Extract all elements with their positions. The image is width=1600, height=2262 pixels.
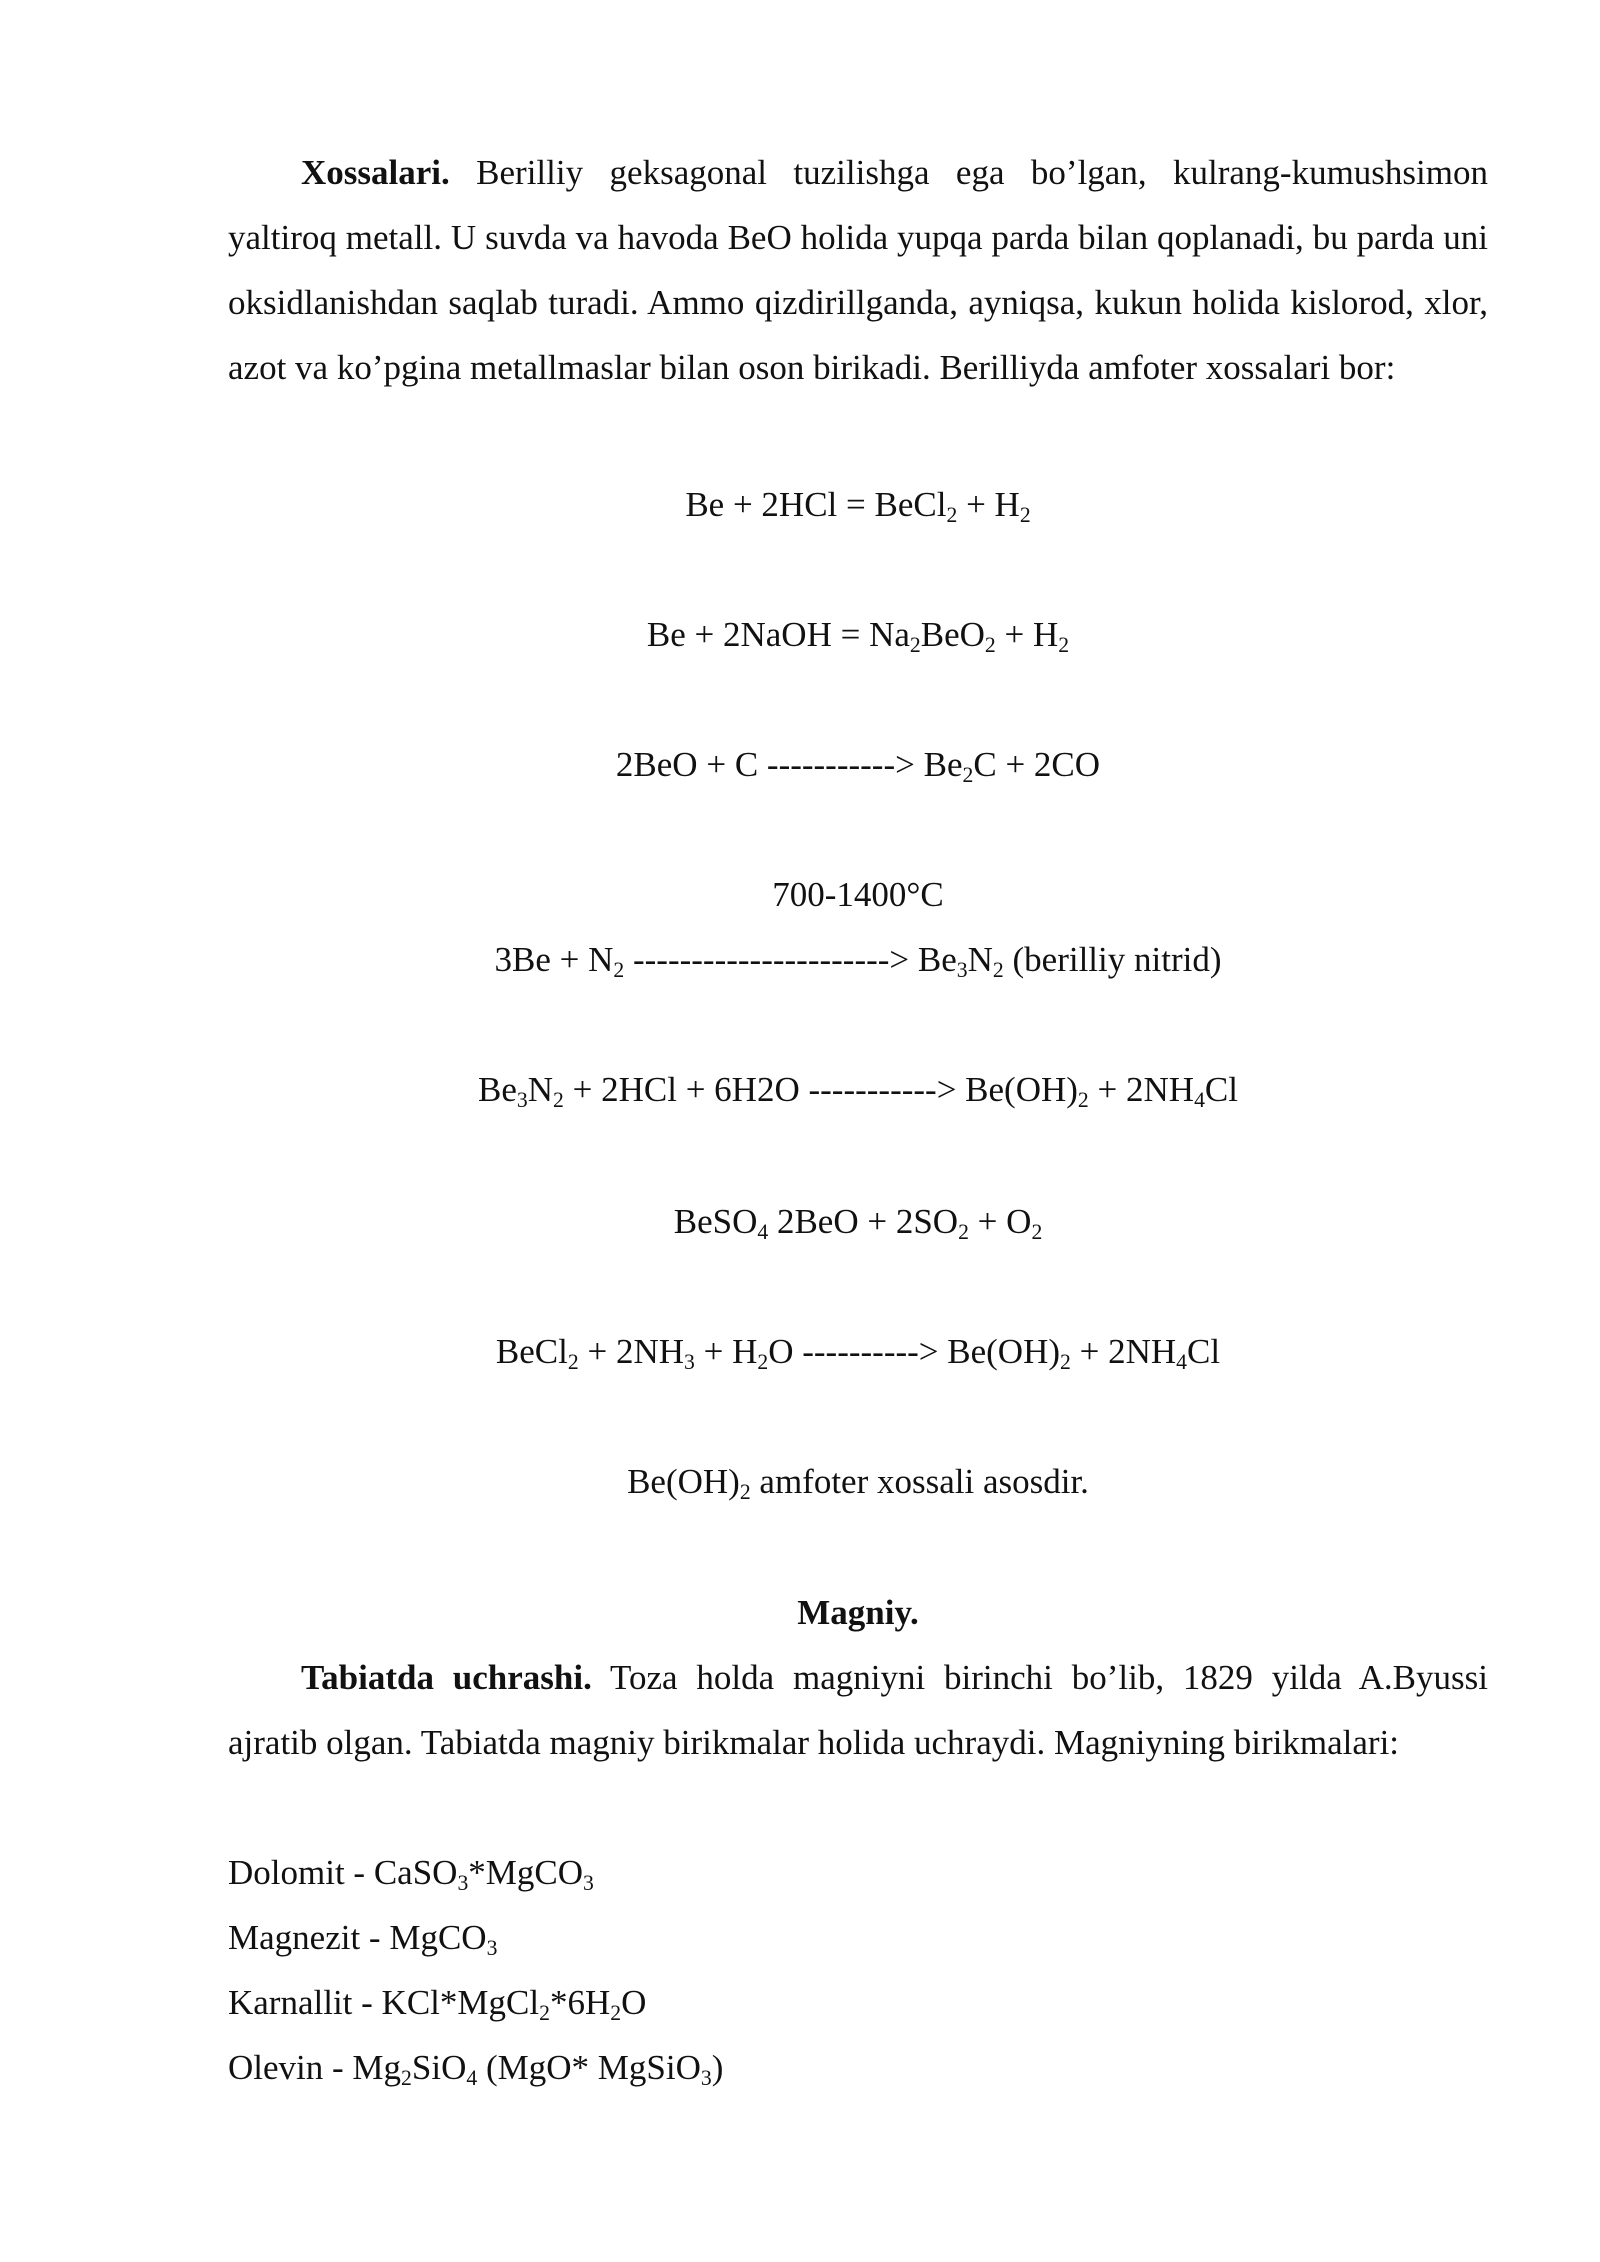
formula-text: *6H [549, 1983, 611, 2022]
subscript: 2 [567, 1350, 579, 1375]
mineral-item [228, 1840, 1488, 1905]
occurrence-title: Tabiatda uchrashi. [301, 1658, 592, 1697]
subscript: 2 [1060, 1350, 1071, 1375]
formula-text: + H [694, 1332, 758, 1371]
occurrence-text: Toza holda magniyni birinchi bo’lib, 1829 yilda A.Byussi ajratib olgan. Tabiatda magniy birikmalar holida uchraydi. Magniyning birikmalari: [228, 1658, 1488, 1762]
subscript: 2 [757, 1350, 769, 1375]
formula-text: 3Be + N [494, 940, 614, 979]
reaction-note [228, 1449, 1488, 1514]
formula-text: Dolomit - CaSO [228, 1853, 458, 1892]
formula-text: + H [995, 615, 1059, 654]
subscript: 2 [401, 2066, 412, 2091]
formula-text: + H [957, 485, 1020, 524]
mineral-item [228, 2035, 1488, 2100]
formula-text: Be [478, 1070, 517, 1109]
formula-text: Cl [1187, 1332, 1221, 1371]
formula-text: + 2HCl + 6H2O -----------> Be(OH) [563, 1070, 1078, 1109]
formula-text: BeO [920, 615, 985, 654]
subscript: 3 [684, 1350, 695, 1375]
formula-text: Be(OH) [627, 1462, 740, 1501]
mineral-item [228, 1970, 1488, 2035]
subscript: 2 [610, 2001, 622, 2026]
formula-text: N [967, 940, 993, 979]
formula-text: ) [711, 2048, 724, 2087]
subscript: 3 [486, 1936, 498, 1961]
subscript: 4 [757, 1220, 769, 1245]
reaction-condition [228, 862, 1488, 927]
subscript: 3 [700, 2066, 712, 2091]
formula-text: BeSO [673, 1202, 758, 1241]
formula-text: + 2NH [578, 1332, 684, 1371]
reaction-line [228, 1057, 1488, 1122]
subscript: 4 [1176, 1350, 1187, 1375]
properties-text: Berilliy geksagonal tuzilishga ega bo’lgan, kulrang-kumushsimon yaltiroq metall. U suvda va havoda BeO holida yupqa parda bilan qoplanadi, bu parda uni oksidlanishdan saqlab turadi. Ammo qizdirillganda, ayniqsa, kukun holida kislorod, xlor, azot va ko’pgina metallmaslar bilan oson birikadi. Berilliyda amfoter xossalari bor: [228, 153, 1488, 387]
magnesium-heading: Magniy. [797, 1593, 919, 1632]
subscript: 2 [984, 633, 996, 658]
subscript: 3 [516, 1088, 528, 1113]
subscript: 2 [1058, 633, 1070, 658]
formula-text: C + 2CO [973, 745, 1101, 784]
subscript: 2 [539, 2001, 550, 2026]
formula-text: Cl [1204, 1070, 1238, 1109]
subscript: 3 [956, 958, 968, 983]
formula-text: + O [968, 1202, 1032, 1241]
properties-section [228, 140, 1488, 400]
subscript: 4 [466, 2066, 478, 2091]
mineral-item [228, 1905, 1488, 1970]
occurrence-paragraph [228, 1645, 1488, 1775]
formula-text: Magnezit - MgCO [228, 1918, 487, 1957]
formula-text: (MgO* MgSiO [477, 2048, 701, 2087]
formula-text: 700-1400°C [772, 875, 944, 914]
formula-text: (berilliy nitrid) [1003, 940, 1222, 979]
subscript: 3 [457, 1871, 469, 1896]
formula-text: BeCl [495, 1332, 568, 1371]
formula-text: Karnallit - KCl*MgCl [228, 1983, 540, 2022]
reaction-line [228, 602, 1488, 667]
reaction-line [228, 1319, 1488, 1384]
formula-text: + 2NH [1070, 1332, 1177, 1371]
formula-text: + 2NH [1088, 1070, 1195, 1109]
formula-text: Olevin - Mg [228, 2048, 402, 2087]
formula-text: SiO [411, 2048, 467, 2087]
occurrence-section [228, 1645, 1488, 1775]
formula-text: amfoter xossali asosdir. [750, 1462, 1089, 1501]
formula-text: N [527, 1070, 554, 1109]
subscript: 2 [613, 958, 625, 983]
subscript: 2 [958, 1220, 969, 1245]
subscript: 2 [1019, 503, 1031, 528]
formula-text: 2BeO + C -----------> Be [615, 745, 963, 784]
subscript: 2 [909, 633, 921, 658]
formula-text: Be + 2NaOH = Na [646, 615, 910, 654]
reaction-line [228, 732, 1488, 797]
subscript: 2 [962, 763, 974, 788]
formula-text: O [621, 1983, 647, 2022]
subscript: 2 [946, 503, 958, 528]
reaction-line [228, 472, 1488, 537]
formula-text: *MgCO [468, 1853, 584, 1892]
properties-title: Xossalari. [301, 153, 450, 192]
subscript: 4 [1194, 1088, 1205, 1113]
subscript: 2 [739, 1480, 751, 1505]
properties-paragraph [228, 140, 1488, 400]
subscript: 2 [553, 1088, 564, 1113]
formula-text: 2BeO + 2SO [768, 1202, 959, 1241]
formula-text: Be + 2HCl = BeCl [685, 485, 947, 524]
reaction-line [228, 927, 1488, 992]
reaction-line [228, 1189, 1488, 1254]
subscript: 3 [583, 1871, 594, 1896]
subscript: 2 [992, 958, 1004, 983]
formula-text: ----------------------> Be [624, 940, 957, 979]
formula-text: O ----------> Be(OH) [768, 1332, 1061, 1371]
subscript: 2 [1031, 1220, 1043, 1245]
subscript: 2 [1077, 1088, 1089, 1113]
